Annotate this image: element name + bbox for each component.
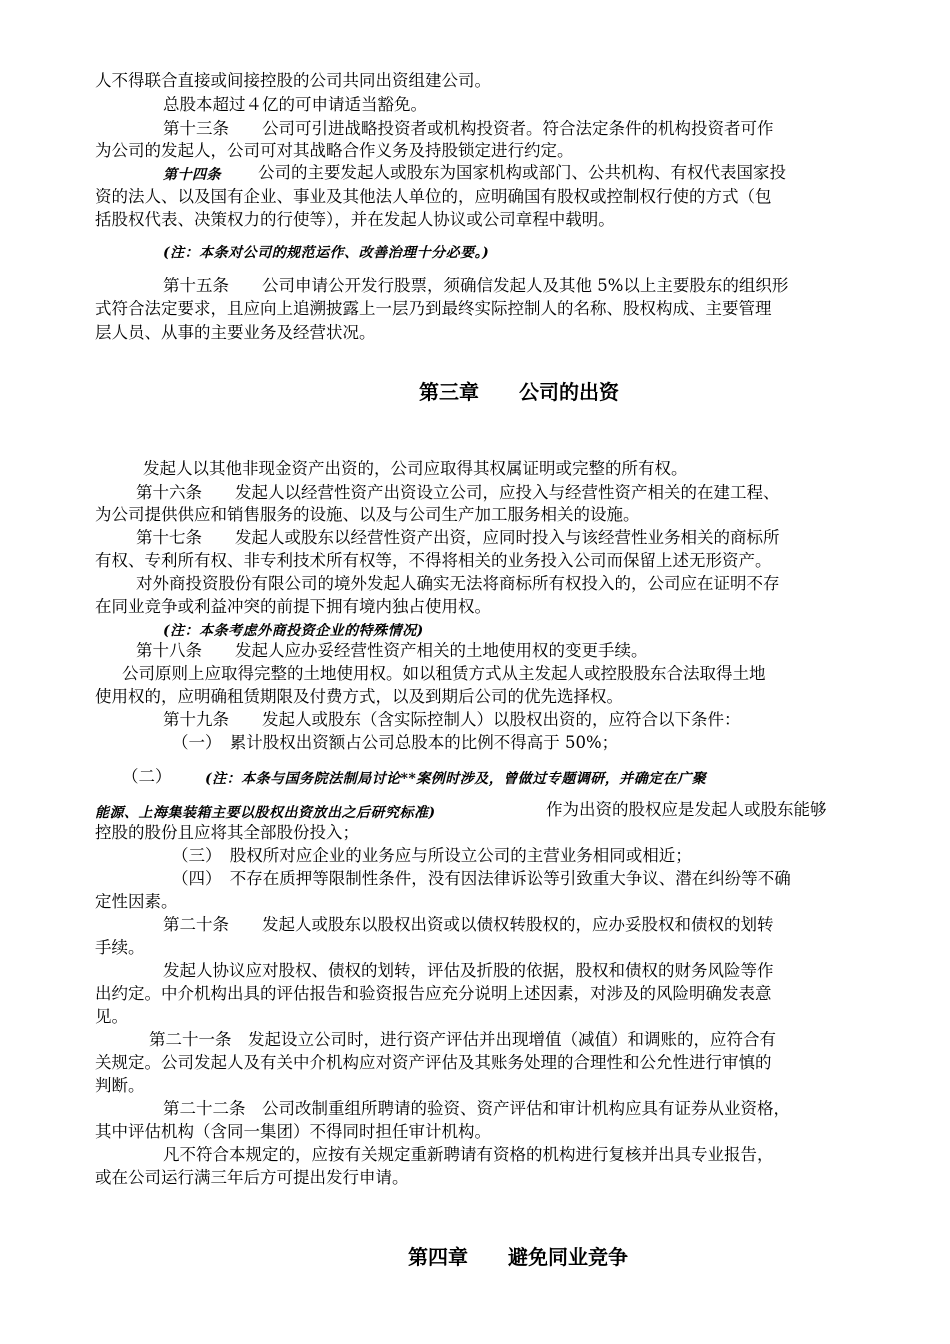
paragraph-line: 发起人协议应对股权、债权的划转，评估及折股的依据，股权和债权的财务风险等作 xyxy=(163,961,774,980)
paragraph-line: 为公司的发起人，公司可对其战略合作义务及持股锁定进行约定。 xyxy=(95,141,574,160)
paragraph-line: 式符合法定要求，且应向上追溯披露上一层乃到最终实际控制人的名称、股权构成、主要管理 xyxy=(95,299,772,318)
article-13-line: 第十三条 公司可引进战略投资者或机构投资者。符合法定条件的机构投资者可作 xyxy=(163,119,774,138)
chapter-4-heading: 第四章 避免同业竞争 xyxy=(408,1245,628,1269)
article-22-line: 第二十二条 公司改制重组所聘请的验资、资产评估和审计机构应具有证券从业资格， xyxy=(163,1099,790,1118)
article-14-label: 第十四条 xyxy=(163,167,221,183)
paragraph-line: 人不得联合直接或间接控股的公司共同出资组建公司。 xyxy=(95,71,491,90)
note-article-14: (注：本条对公司的规范运作、改善治理十分必要。) xyxy=(163,245,490,261)
article-19-item-4: （四） 不存在质押等限制性条件，没有因法律诉讼等引致重大争议、潜在纠纷等不确 xyxy=(172,869,791,888)
paragraph-line: 判断。 xyxy=(95,1076,145,1095)
article-19-line: 第十九条 发起人或股东（含实际控制人）以股权出资的，应符合以下条件： xyxy=(163,710,741,729)
article-14-line: 公司的主要发起人或股东为国家机构或部门、公共机构、有权代表国家投 xyxy=(258,163,786,182)
article-20-line: 第二十条 发起人或股东以股权出资或以债权转股权的，应办妥股权和债权的划转 xyxy=(163,915,774,934)
paragraph-line: 在同业竞争或利益冲突的前提下拥有境内独占使用权。 xyxy=(95,597,491,616)
article-19-item-1: （一） 累计股权出资额占公司总股本的比例不得高于 50%； xyxy=(172,733,619,752)
paragraph-line: 手续。 xyxy=(95,938,145,957)
note-article-19-part1: (注：本条与国务院法制局讨论**案例时涉及，曾做过专题调研，并确定在广聚 xyxy=(205,771,707,787)
paragraph-line: 凡不符合本规定的，应按有关规定重新聘请有资格的机构进行复核并出具专业报告， xyxy=(163,1145,774,1164)
paragraph-line: 或在公司运行满三年后方可提出发行申请。 xyxy=(95,1168,409,1187)
paragraph-line: 控股的股份且应将其全部股份投入； xyxy=(95,823,359,842)
article-19-item-2-line: 作为出资的股权应是发起人或股东能够 xyxy=(546,800,827,819)
article-15-line: 第十五条 公司申请公开发行股票，须确信发起人及其他 5%以上主要股东的组织形 xyxy=(163,276,789,295)
paragraph-line: 层人员、从事的主要业务及经营状况。 xyxy=(95,323,376,342)
note-article-19-part2: 能源、上海集装箱主要以股权出资放出之后研究标准) xyxy=(95,805,436,821)
paragraph-line: 公司原则上应取得完整的土地使用权。如以租赁方式从主发起人或控股股东合法取得土地 xyxy=(122,664,766,683)
paragraph-line: 见。 xyxy=(95,1007,128,1026)
article-19-item-3: （三） 股权所对应企业的业务应与所设立公司的主营业务相同或相近； xyxy=(172,846,692,865)
paragraph-line: 发起人以其他非现金资产出资的，公司应取得其权属证明或完整的所有权。 xyxy=(143,459,688,478)
paragraph-line: 定性因素。 xyxy=(95,892,178,911)
note-article-17: (注：本条考虑外商投资企业的特殊情况) xyxy=(163,623,424,639)
paragraph-line: 有权、专利所有权、非专利技术所有权等，不得将相关的业务投入公司而保留上述无形资产。 xyxy=(95,551,772,570)
paragraph-line: 出约定。中介机构出具的评估报告和验资报告应充分说明上述因素，对涉及的风险明确发表意 xyxy=(95,984,772,1003)
article-19-item-2-label: （二） xyxy=(122,767,172,786)
paragraph-line: 为公司提供供应和销售服务的设施、以及与公司生产加工服务相关的设施。 xyxy=(95,505,640,524)
paragraph-line: 总股本超过４亿的可申请适当豁免。 xyxy=(163,95,427,114)
article-18-line: 第十八条 发起人应办妥经营性资产相关的土地使用权的变更手续。 xyxy=(136,641,648,660)
article-21-line: 第二十一条 发起设立公司时，进行资产评估并出现增值（减值）和调账的，应符合有 xyxy=(149,1030,776,1049)
paragraph-line: 对外商投资股份有限公司的境外发起人确实无法将商标所有权投入的，公司应在证明不存 xyxy=(136,574,780,593)
article-17-line: 第十七条 发起人或股东以经营性资产出资，应同时投入与该经营性业务相关的商标所 xyxy=(136,528,780,547)
article-16-line: 第十六条 发起人以经营性资产出资设立公司，应投入与经营性资产相关的在建工程、 xyxy=(136,483,780,502)
paragraph-line: 关规定。公司发起人及有关中介机构应对资产评估及其账务处理的合理性和公允性进行审慎的 xyxy=(95,1053,772,1072)
paragraph-line: 资的法人、以及国有企业、事业及其他法人单位的，应明确国有股权或控制权行使的方式（包 xyxy=(95,187,772,206)
paragraph-line: 使用权的，应明确租赁期限及付费方式，以及到期后公司的优先选择权。 xyxy=(95,687,623,706)
paragraph-line: 其中评估机构（含同一集团）不得同时担任审计机构。 xyxy=(95,1122,491,1141)
chapter-3-heading: 第三章 公司的出资 xyxy=(419,380,619,404)
paragraph-line: 括股权代表、决策权力的行使等），并在发起人协议或公司章程中载明。 xyxy=(95,210,615,229)
